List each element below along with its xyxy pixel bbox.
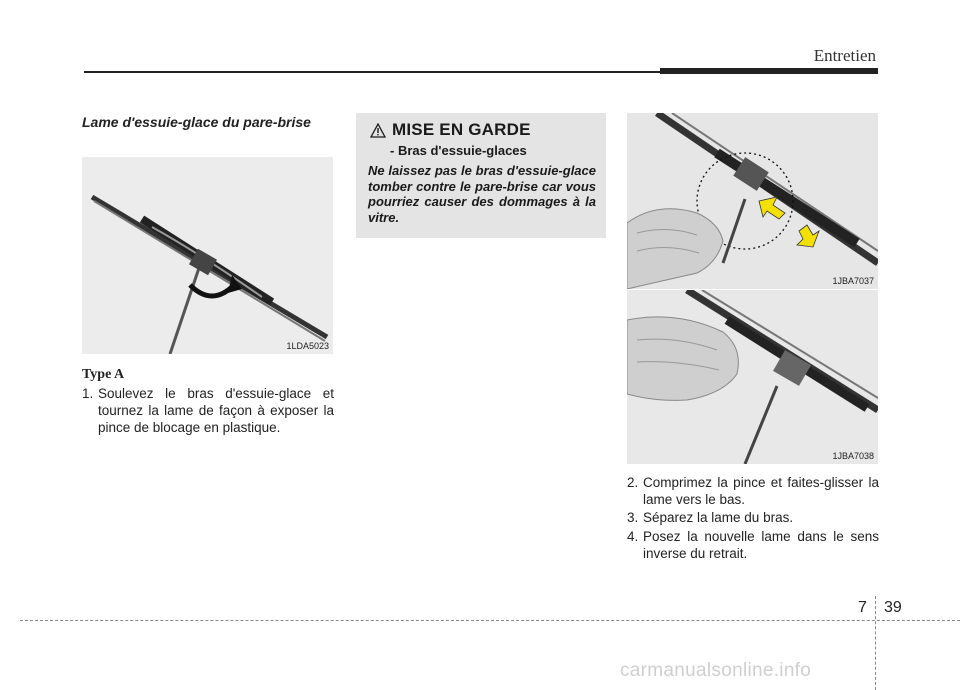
page-number: 39 [884,599,902,616]
type-label: Type A [82,367,125,382]
step-number: 3. [627,510,639,525]
figure-code: 1LDA5023 [286,341,329,351]
step-text: Posez la nouvelle lame dans le sens inverse du retrait. [643,529,879,561]
warning-text: Ne laissez pas le bras d'essuie-glace tomber contre le pare-brise car vous pourriez causer des dommages à la vitre. [368,163,596,225]
figure-code: 1JBA7037 [832,276,874,286]
warning-box [356,113,606,238]
wiper-lifted-illustration [82,157,333,354]
header-title: Entretien [813,46,876,65]
step-number: 2. [627,475,639,490]
watermark: carmanualsonline.info [620,660,812,681]
warning-header [370,120,531,140]
warning-subtitle: - Bras d'essuie-glaces [390,143,527,158]
step-text: Soulevez le bras d'essuie-glace et tournez la lame de façon à exposer la pince de blocage en plastique. [98,386,334,435]
figure-code: 1JBA7038 [832,451,874,461]
figure-slide-blade [627,290,878,464]
footer-dashed-rule [20,620,960,621]
slide-blade-illustration [627,290,878,464]
press-clip-illustration [627,113,878,289]
figure-wiper-lifted [82,157,333,354]
step-4 [627,528,879,562]
warning-triangle-icon [370,123,386,138]
step-number: 1. [82,386,94,401]
step-1 [82,385,334,436]
chapter-number: 7 [858,599,867,616]
footer-vertical-dash [875,596,876,690]
step-number: 4. [627,529,639,544]
section-title: Lame d'essuie-glace du pare-brise [82,114,311,130]
header-rule-thick [660,68,878,74]
step-text: Comprimez la pince et faites-glisser la lame vers le bas. [643,475,879,507]
step-3 [627,509,879,526]
step-2 [627,474,879,508]
warning-title: MISE EN GARDE [392,120,531,139]
figure-press-clip [627,113,878,289]
step-text: Séparez la lame du bras. [643,510,794,525]
header-rule-thin [84,71,664,73]
